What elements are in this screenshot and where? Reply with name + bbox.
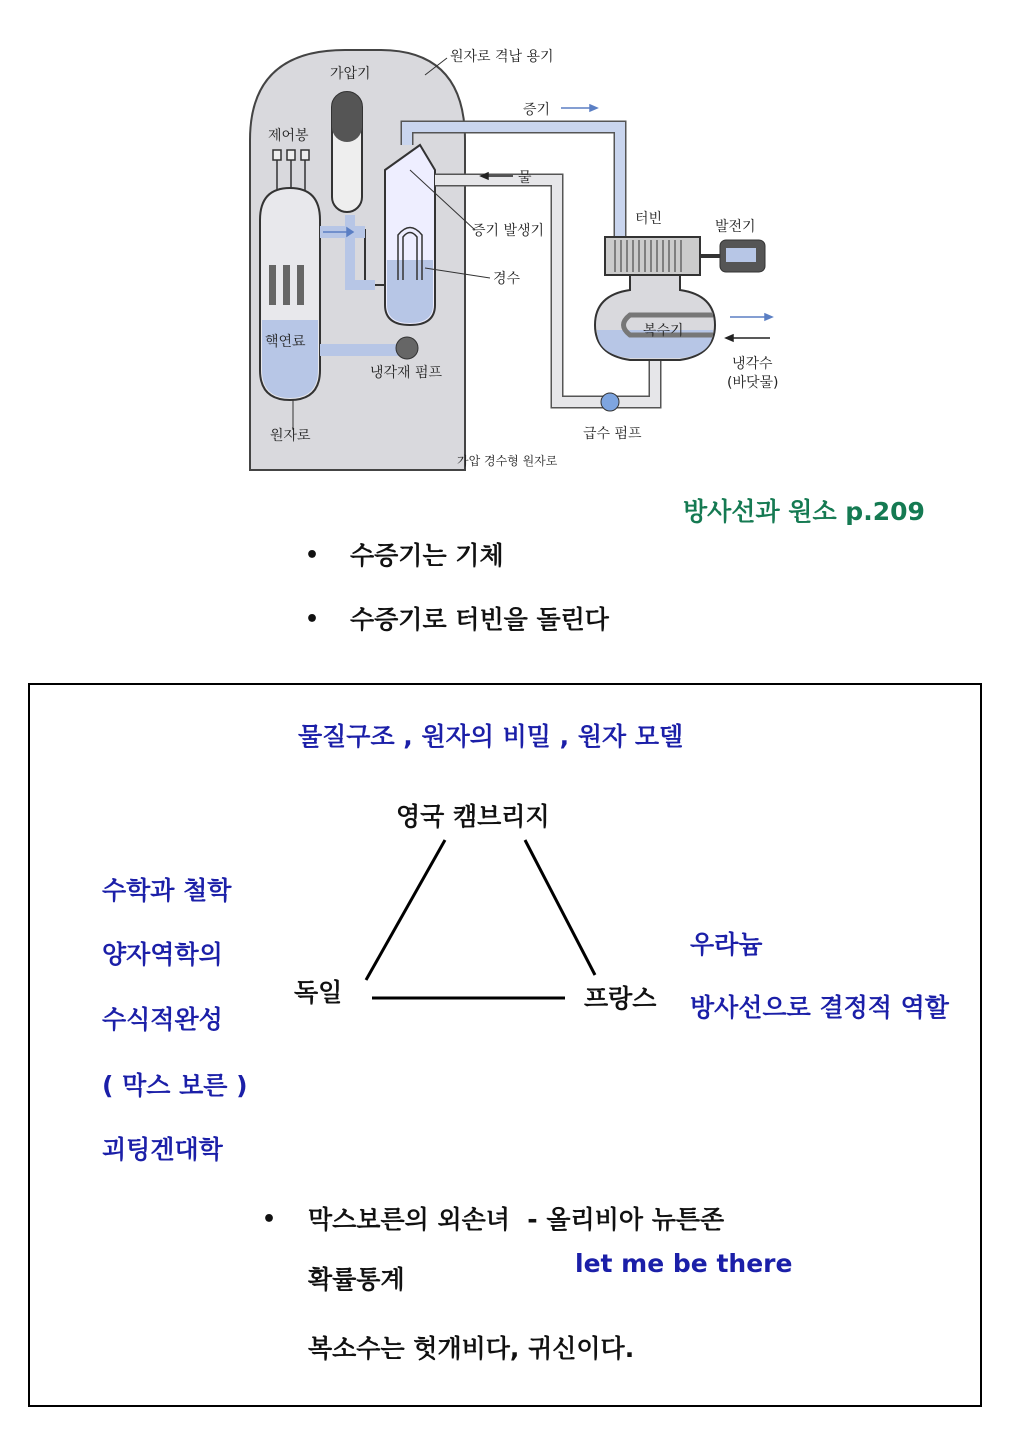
bullet-steam-turbine: 수증기로 터빈을 돌린다 (350, 605, 609, 634)
triangle-lines (360, 835, 610, 1010)
label-pressurizer: 가압기 (330, 66, 371, 82)
label-cooling-water: 냉각수 (732, 356, 773, 372)
label-condenser: 복수기 (643, 323, 684, 339)
turbine (605, 237, 700, 275)
label-containment: 원자로 격납 용기 (450, 49, 554, 65)
label-light-water: 경수 (493, 271, 521, 287)
triangle-right-france: 프랑스 (584, 984, 657, 1013)
left-note: ( 막스 보른 ) (102, 1071, 248, 1100)
label-nuclear-fuel: 핵연료 (265, 334, 306, 350)
bullet-max-born: 막스보른의 외손녀 - 올리비아 뉴튼존 (308, 1205, 725, 1234)
left-note: 괴팅겐대학 (102, 1135, 223, 1164)
song-title: let me be there (575, 1249, 793, 1278)
bullet-dot: • (305, 543, 320, 568)
book-reference: 방사선과 원소 p.209 (683, 497, 925, 526)
label-generator: 발전기 (715, 219, 756, 235)
label-sea-water: (바닷물) (727, 375, 779, 391)
label-water: 물 (518, 170, 532, 186)
reactor-diagram (235, 30, 795, 480)
notes-box (28, 683, 982, 1407)
box-title: 물질구조 , 원자의 비밀 , 원자 모델 (298, 722, 684, 751)
triangle-top-england: 영국 캠브리지 (396, 802, 550, 831)
label-steam-generator: 증기 발생기 (472, 223, 545, 239)
left-note: 수학과 철학 (102, 876, 232, 905)
left-note: 양자역학의 (102, 940, 223, 969)
label-coolant-pump: 냉각재 펌프 (370, 365, 443, 381)
label-control-rods: 제어봉 (268, 128, 309, 144)
bullet-dot: • (262, 1207, 277, 1232)
label-feed-pump: 급수 펌프 (583, 426, 642, 442)
feed-pump (601, 393, 619, 411)
coolant-pump (396, 337, 418, 359)
left-note: 수식적완성 (102, 1005, 223, 1034)
label-reactor: 원자로 (270, 428, 311, 444)
bullet-steam-gas: 수증기는 기체 (350, 541, 504, 570)
diagram-caption: 가압 경수형 원자로 (457, 454, 558, 468)
complex-number-note: 복소수는 헛개비다, 귀신이다. (308, 1334, 635, 1363)
right-note: 우라늄 (690, 930, 763, 959)
label-turbine: 터빈 (635, 211, 663, 227)
right-note: 방사선으로 결정적 역할 (690, 993, 949, 1022)
probability-statistics: 확률통계 (308, 1265, 405, 1294)
bullet-dot: • (305, 607, 320, 632)
triangle-left-germany: 독일 (294, 978, 343, 1007)
label-steam: 증기 (523, 102, 551, 118)
